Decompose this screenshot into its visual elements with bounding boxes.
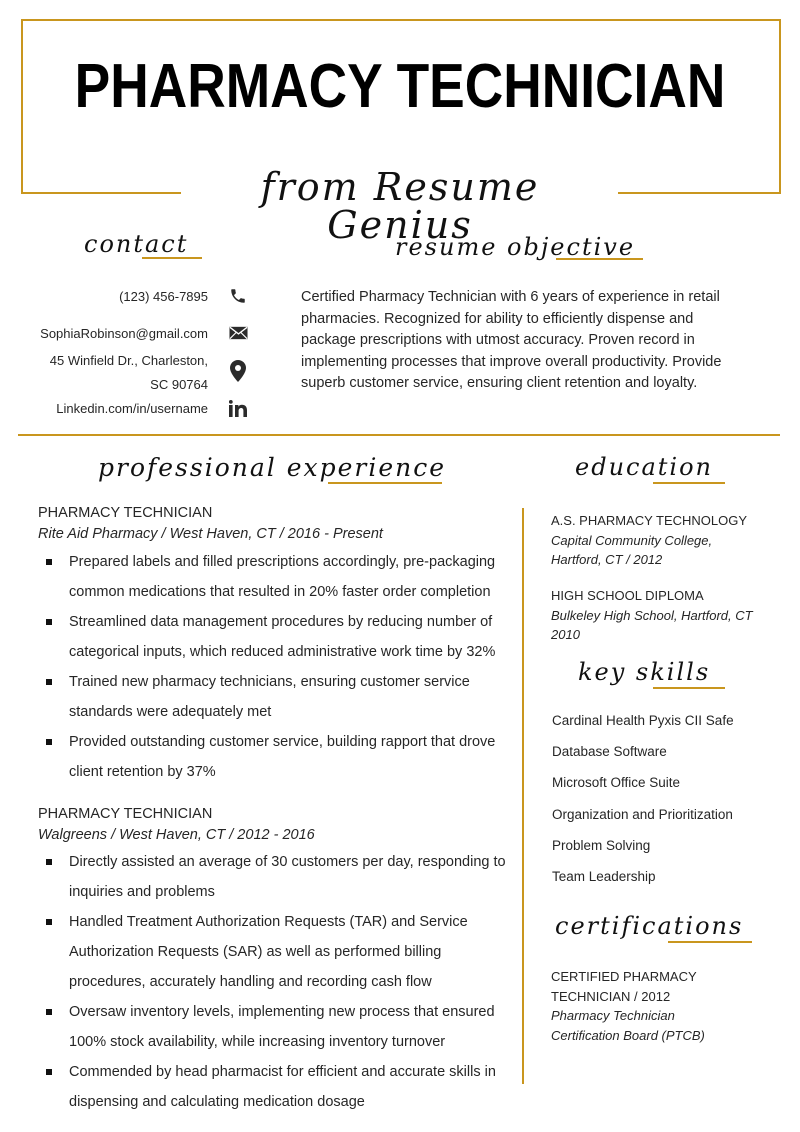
- education-1-degree: A.S. PHARMACY TECHNOLOGY: [551, 513, 748, 528]
- contact-email: SophiaRobinson@gmail.com: [40, 326, 208, 341]
- skill-item: Database Software: [552, 744, 667, 760]
- header-frame-bottom-right: [618, 192, 781, 194]
- job-1-title: PHARMACY TECHNICIAN: [38, 505, 213, 521]
- job-2-bullet-4: Commended by head pharmacist for efficient and accurate skills in dispensing and calculating medication dosage: [38, 1057, 518, 1117]
- certifications-heading-underline: [668, 941, 752, 943]
- resume-title: PHARMACY TECHNICIAN: [74, 52, 726, 121]
- certifications-heading: certifications: [555, 912, 744, 940]
- skill-item: Team Leadership: [552, 869, 656, 885]
- contact-heading: contact: [84, 230, 189, 258]
- experience-heading-underline: [328, 482, 442, 484]
- envelope-icon: [228, 323, 248, 343]
- certification-item: [551, 967, 721, 1045]
- skills-heading: key skills: [578, 658, 711, 686]
- job-2-bullet-3: Oversaw inventory levels, implementing new process that ensured 100% stock availability, while increasing inventory turnover: [38, 997, 518, 1057]
- education-heading-underline: [653, 482, 725, 484]
- job-2-title: PHARMACY TECHNICIAN: [38, 806, 213, 822]
- job-2-bullets: [38, 847, 518, 1117]
- skill-item: Organization and Prioritization: [552, 806, 733, 822]
- contact-phone: (123) 456-7895: [119, 289, 208, 304]
- objective-heading-underline: [556, 258, 643, 260]
- contact-heading-underline: [142, 257, 202, 259]
- skill-item: Problem Solving: [552, 837, 651, 853]
- job-1-bullet-3: Trained new pharmacy technicians, ensuring customer service standards were adequately met: [38, 667, 518, 727]
- job-1-bullet-2: Streamlined data management procedures by reducing number of categorical inputs, which reduced administrative work time by 32%: [38, 607, 518, 667]
- job-1-bullet-1: Prepared labels and filled prescriptions accordingly, pre-packaging common medications that resulted in 20% faster order completion: [38, 547, 518, 607]
- experience-heading: professional experience: [98, 453, 447, 482]
- header-frame-bottom-left: [21, 192, 181, 194]
- job-2-bullet-2: Handled Treatment Authorization Requests (TAR) and Service Authorization Requests (SAR) as well as performed billing procedures, accurately handling and recording cash flow: [38, 907, 518, 997]
- contact-address-line2: SC 90764: [150, 377, 208, 392]
- education-item-1: [551, 511, 771, 570]
- objective-heading: resume objective: [395, 233, 636, 261]
- column-divider: [522, 508, 524, 1084]
- skills-list: [552, 705, 734, 892]
- education-2-school: Bulkeley High School, Hartford, CT 2010: [551, 607, 753, 642]
- job-1-bullets: [38, 547, 518, 787]
- job-1-company: Rite Aid Pharmacy / West Haven, CT / 2016 - Present: [38, 526, 383, 542]
- skill-item: Microsoft Office Suite: [552, 775, 681, 791]
- certification-issuer: Pharmacy Technician Certification Board (PTCB): [551, 1008, 705, 1043]
- education-heading: education: [575, 453, 713, 481]
- education-2-degree: HIGH SCHOOL DIPLOMA: [551, 588, 704, 603]
- objective-text: Certified Pharmacy Technician with 6 years of experience in retail pharmacies. Recognized for ability to efficiently dispense and package prescriptions with utmost accuracy. Proven record in implementing processes that improve overall productivity. Provide superb customer service, ensuring client retention and loyalty.: [301, 289, 722, 391]
- section-divider: [18, 434, 780, 436]
- education-item-2: [551, 586, 771, 645]
- skill-item: Cardinal Health Pyxis CII Safe: [552, 713, 734, 728]
- job-1-bullet-4: Provided outstanding customer service, building rapport that drove client retention by 37%: [38, 727, 518, 787]
- job-2-bullet-1: Directly assisted an average of 30 customers per day, responding to inquiries and problems: [38, 847, 518, 907]
- resume-subtitle: from Resume Genius: [260, 165, 540, 247]
- contact-address-line1: 45 Winfield Dr., Charleston,: [49, 353, 208, 368]
- education-1-school: Capital Community College, Hartford, CT / 2012: [551, 532, 713, 567]
- contact-linkedin[interactable]: Linkedin.com/in/username: [56, 401, 208, 416]
- phone-icon: [228, 286, 248, 306]
- skills-heading-underline: [653, 687, 725, 689]
- contact-address: [50, 351, 208, 394]
- linkedin-icon: [228, 398, 248, 418]
- map-pin-icon: [228, 361, 248, 381]
- certification-name: CERTIFIED PHARMACY TECHNICIAN / 2012: [551, 969, 697, 1004]
- job-2-company: Walgreens / West Haven, CT / 2012 - 2016: [38, 827, 315, 843]
